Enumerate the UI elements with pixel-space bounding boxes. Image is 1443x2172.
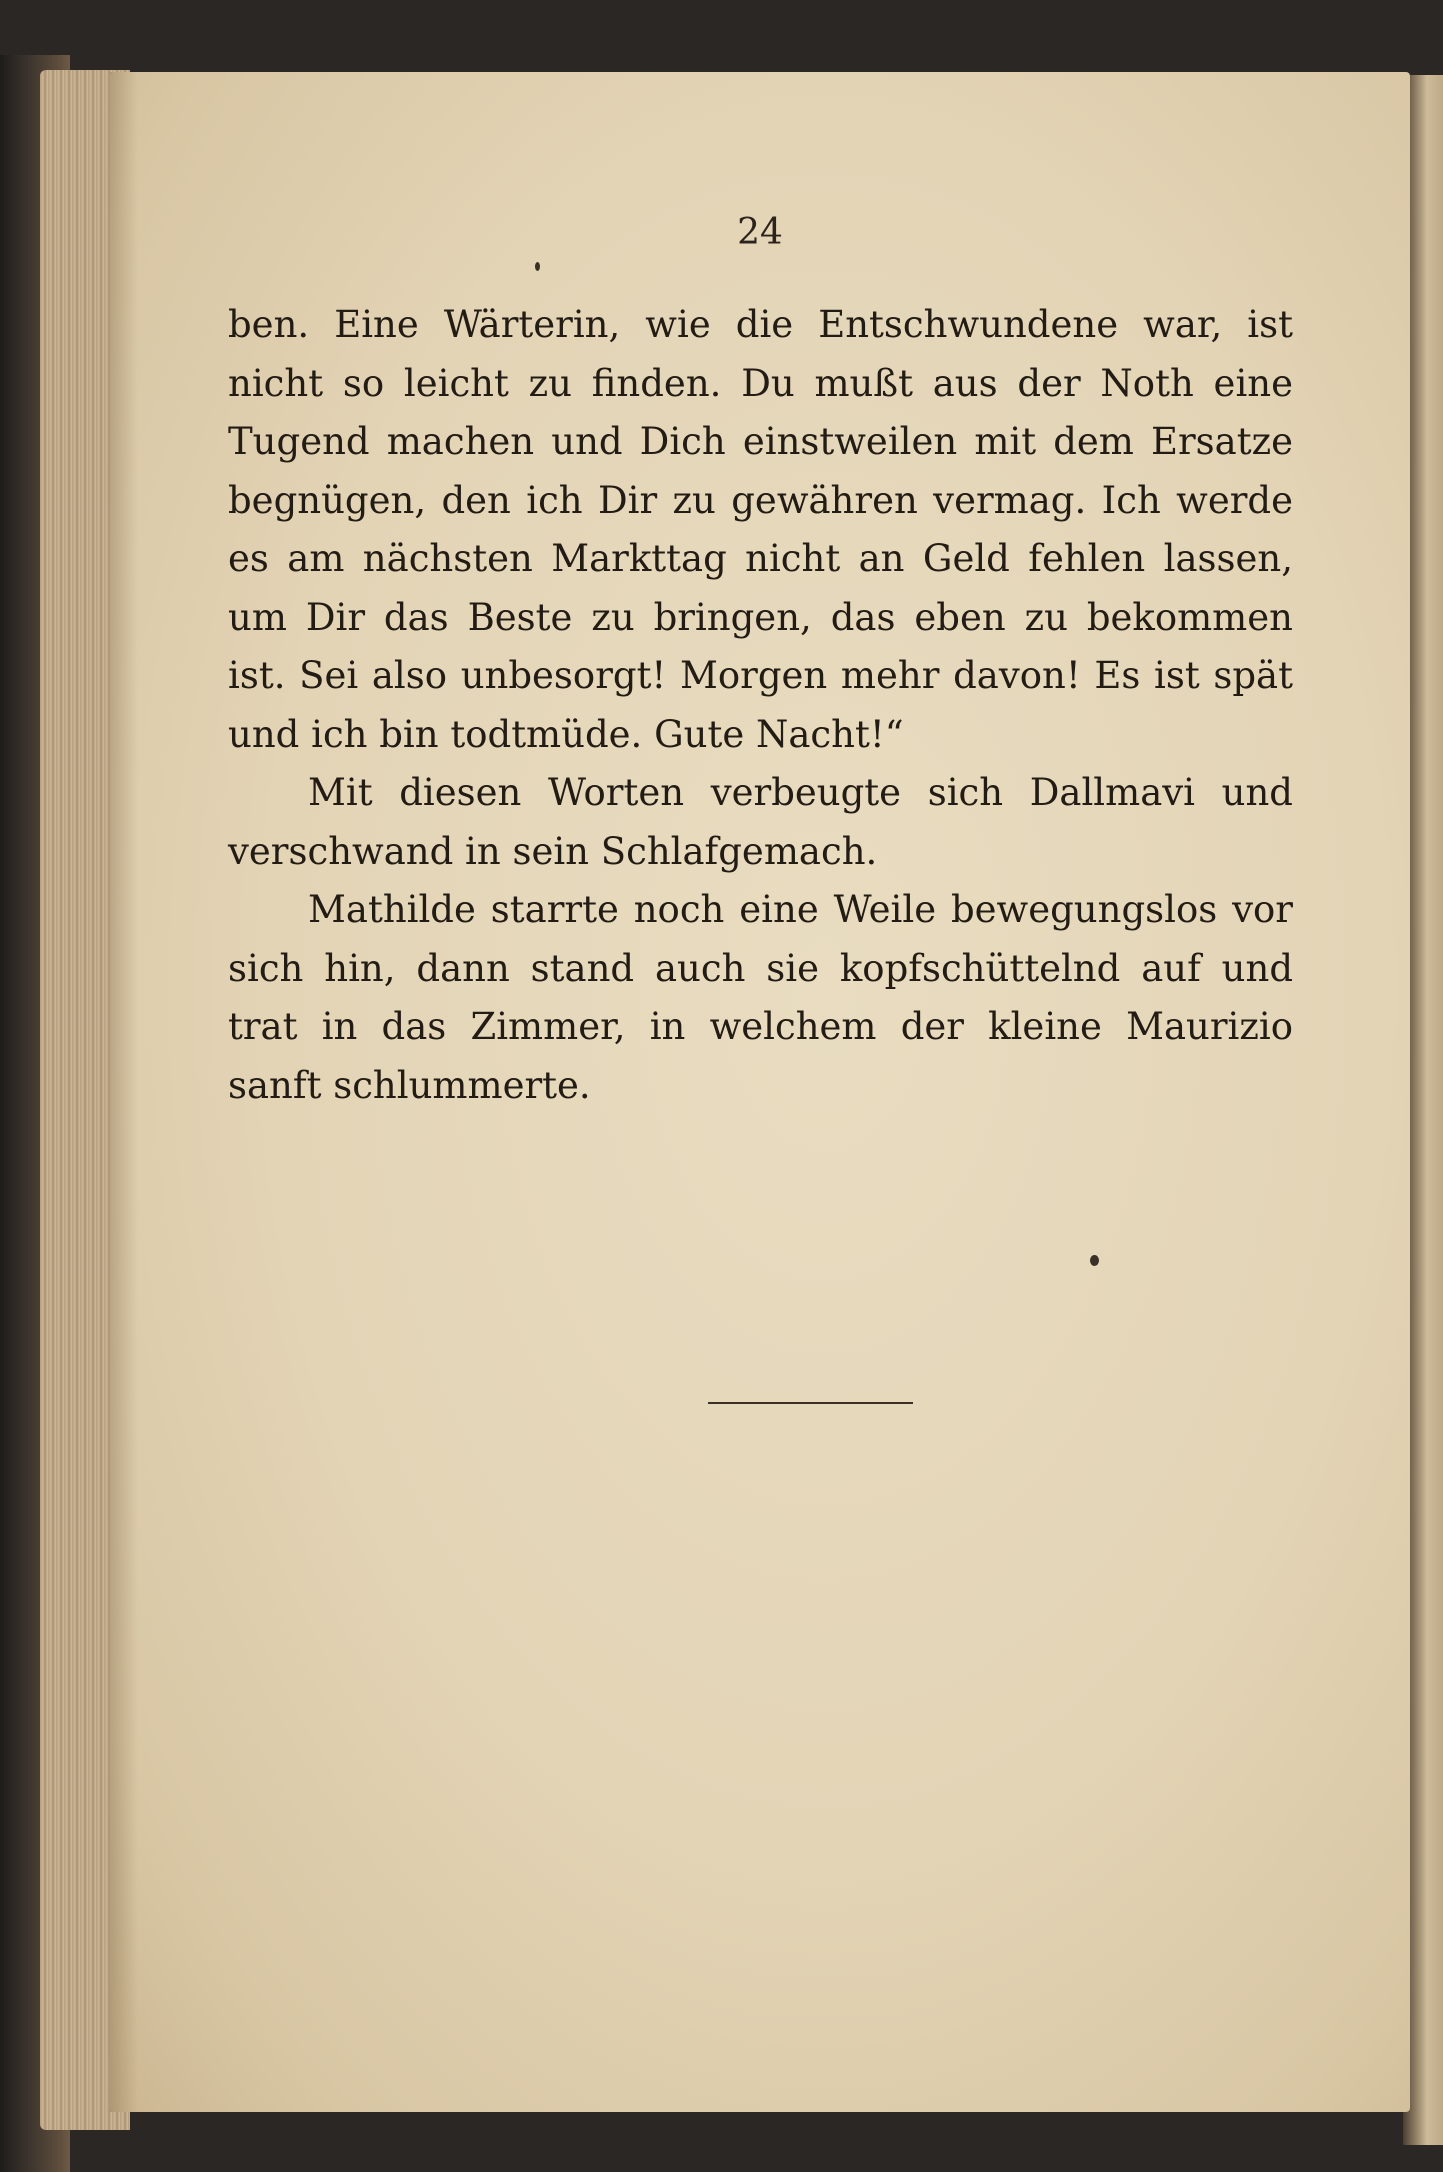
paragraph-3: Mathilde starrte noch eine Weile bewegungslos vor sich hin, dann stand auch sie kopfschüttelnd auf und trat in das Zimmer, in welchem der kleine Maurizio sanft schlummerte. (228, 888, 1293, 1107)
section-end-rule (708, 1402, 913, 1404)
page-text (228, 296, 1293, 1115)
paragraph-2: Mit diesen Worten verbeugte sich Dallmavi und verschwand in sein Schlafgemach. (228, 771, 1293, 873)
paper-speck (1090, 1255, 1099, 1266)
paper-speck (535, 262, 540, 271)
paragraph-1: ben. Eine Wärterin, wie die Entschwundene war, ist nicht so leicht zu finden. Du mußt aus der Noth eine Tugend machen und Dich einstweilen mit dem Ersatze begnügen, den ich Dir zu gewähren vermag. Ich werde es am nächsten Markttag nicht an Geld fehlen lassen, um Dir das Beste zu bringen, das eben zu bekommen ist. Sei also unbesorgt! Morgen mehr davon! Es ist spät und ich bin todtmüde. Gute Nacht!“ (228, 303, 1293, 756)
page-number: 24 (737, 212, 783, 253)
